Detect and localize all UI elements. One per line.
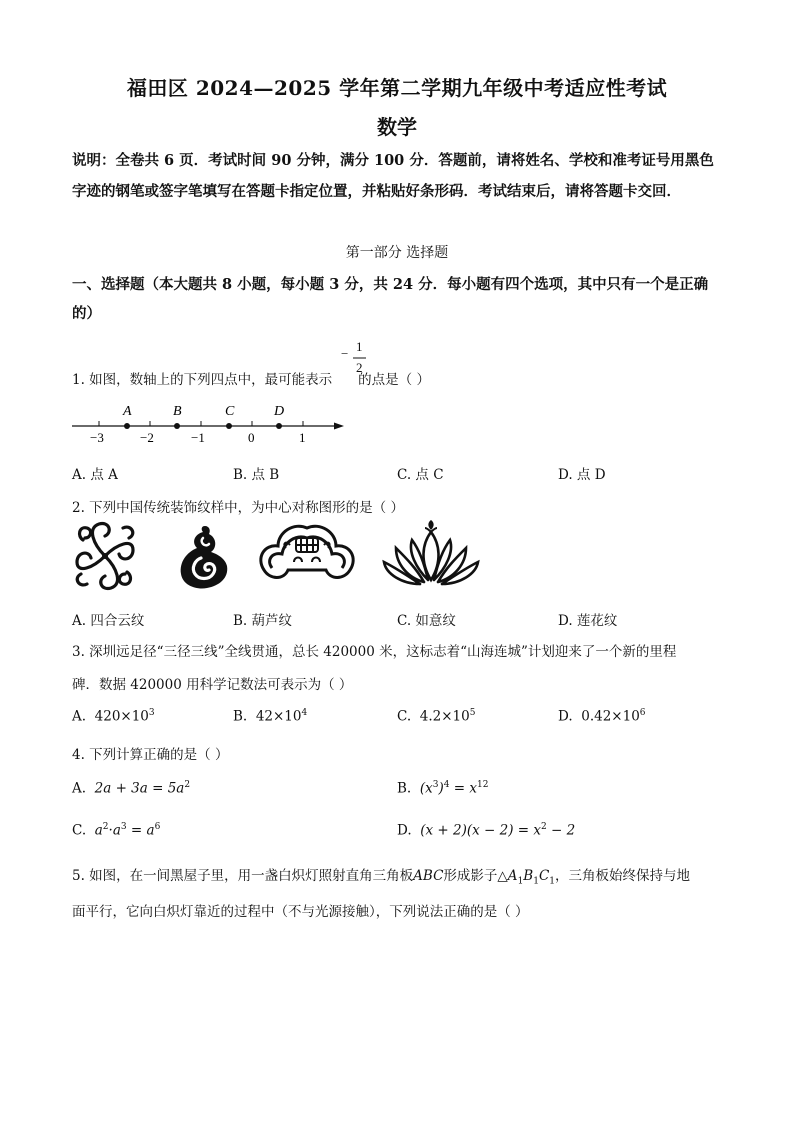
q4-option-b-exp3: 12 bbox=[476, 780, 489, 790]
question-3-line2: 碑．数据 420000 用科学记数法可表示为（ ） bbox=[72, 677, 353, 693]
q3-option-b-base: 42×10 bbox=[255, 708, 302, 725]
point-c-label: C bbox=[225, 404, 235, 419]
tick-label-neg3: −3 bbox=[90, 430, 104, 445]
q4-option-b[interactable] bbox=[397, 780, 488, 797]
q4-option-c-exp1: 2 bbox=[102, 822, 109, 832]
q5-sub-2: 1 bbox=[533, 876, 539, 887]
exam-title: 福田区 2024—2025 学年第二学期九年级中考适应性考试 bbox=[126, 76, 668, 100]
q1-option-d[interactable]: D. 点 D bbox=[558, 467, 606, 483]
q3-option-a-exp: 3 bbox=[148, 708, 155, 718]
q4-option-d[interactable] bbox=[397, 822, 575, 839]
point-b-label: B bbox=[173, 404, 182, 419]
q4-option-c-exp2: 3 bbox=[120, 822, 127, 832]
q5-tri-a: △A bbox=[497, 868, 518, 884]
q3-option-d-exp: 6 bbox=[639, 708, 646, 718]
q1-stem-before: 1. 如图，数轴上的下列四点中，最可能表示 bbox=[72, 372, 333, 388]
q4-option-c-exp3: 6 bbox=[154, 822, 161, 832]
q3-option-a-label: A. bbox=[72, 708, 87, 725]
question-2-stem: 2. 下列中国传统装饰纹样中，为中心对称图形的是（ ） bbox=[72, 500, 404, 516]
q4-option-c-a: a bbox=[94, 822, 103, 839]
q4-option-b-exp2: 4 bbox=[443, 780, 450, 790]
point-b-dot bbox=[174, 423, 180, 429]
q5-text-3: ，三角板始终保持与地 bbox=[555, 868, 691, 884]
q5-sub-3: 1 bbox=[549, 876, 556, 887]
q4-option-a-label: A. bbox=[72, 780, 87, 797]
q1-frac-denominator: 2 bbox=[356, 360, 363, 375]
tick-label-1: 1 bbox=[299, 430, 306, 445]
q4-option-c-eq: = a bbox=[126, 822, 155, 839]
number-line-figure bbox=[68, 400, 358, 450]
point-a-label: A bbox=[123, 404, 132, 419]
q3-option-c-base: 4.2×10 bbox=[419, 708, 470, 725]
point-a-dot bbox=[124, 423, 130, 429]
question-1-stem bbox=[72, 368, 430, 388]
q1-frac-sign: − bbox=[341, 346, 349, 361]
part-title: 第一部分 选择题 bbox=[345, 245, 449, 261]
q1-frac-bar bbox=[353, 357, 367, 359]
tick-label-neg1: −1 bbox=[191, 430, 205, 445]
q3-option-c[interactable] bbox=[397, 708, 475, 725]
q4-option-c-label: C. bbox=[72, 822, 87, 839]
q3-option-a[interactable] bbox=[72, 708, 155, 725]
q4-option-b-exp1: 3 bbox=[432, 780, 439, 790]
tick-label-neg2: −2 bbox=[140, 430, 154, 445]
section-title: 一、选择题（本大题共 8 小题，每小题 3 分，共 24 分．每小题有四个选项，其中只有一个是正确的） bbox=[72, 276, 709, 322]
q4-option-d-label: D. bbox=[397, 822, 412, 839]
q3-option-d-label: D. bbox=[558, 708, 573, 725]
q3-option-c-exp: 5 bbox=[469, 708, 476, 718]
q5-tri-b: B bbox=[523, 868, 534, 884]
gourd-pattern-icon bbox=[177, 522, 233, 592]
q4-option-b-close: ) bbox=[438, 780, 444, 797]
q4-option-b-eq: = x bbox=[449, 780, 477, 797]
q5-abc: ABC bbox=[413, 868, 444, 884]
q4-option-a-exp: 2 bbox=[184, 780, 191, 790]
q5-sub-1: 1 bbox=[517, 876, 524, 887]
q2-option-c[interactable]: C. 如意纹 bbox=[397, 613, 456, 629]
q5-text-2: 形成影子 bbox=[443, 868, 498, 884]
question-5-line2: 面平行，它向白炽灯靠近的过程中（不与光源接触），下列说法正确的是（ ） bbox=[72, 904, 529, 920]
q1-stem-after: 的点是（ ） bbox=[358, 372, 430, 388]
cloud-pattern-icon bbox=[73, 518, 137, 594]
exam-instructions: 说明：全卷共 6 页．考试时间 90 分钟，满分 100 分．答题前，请将姓名、学校和准考证号用黑色字迹的钢笔或签字笔填写在答题卡指定位置，并粘贴好条形码．考试结束后，请将答题卡交回． bbox=[72, 152, 714, 200]
q4-option-a-expr: 2a + 3a = 5a bbox=[94, 780, 185, 797]
question-3-line1: 3. 深圳远足径“三径三线”全线贯通，总长 420000 米，这标志着“山海连城”计划迎来了一个新的里程 bbox=[72, 644, 677, 660]
q4-option-d-expr: (x + 2)(x − 2) = x bbox=[420, 822, 542, 839]
q3-option-b-label: B. bbox=[233, 708, 248, 725]
q4-option-d-exp: 2 bbox=[541, 822, 547, 832]
number-line-arrow bbox=[334, 423, 344, 430]
point-d-dot bbox=[276, 423, 282, 429]
lotus-pattern-icon bbox=[382, 518, 480, 590]
q4-option-a[interactable] bbox=[72, 780, 190, 797]
q4-option-b-part1: (x bbox=[419, 780, 433, 797]
q3-option-b[interactable] bbox=[233, 708, 307, 725]
q2-option-b[interactable]: B. 葫芦纹 bbox=[233, 613, 293, 629]
question-5-line1 bbox=[72, 864, 732, 887]
q1-frac-numerator: 1 bbox=[356, 339, 363, 354]
q3-option-d[interactable] bbox=[558, 708, 646, 725]
q4-option-d-tail: − 2 bbox=[546, 822, 576, 839]
q4-option-c[interactable] bbox=[72, 822, 160, 839]
q3-option-d-base: 0.42×10 bbox=[581, 708, 640, 725]
q1-option-a[interactable]: A. 点 A bbox=[72, 467, 118, 483]
q5-tri-c: C bbox=[538, 868, 550, 884]
q3-option-a-base: 420×10 bbox=[94, 708, 149, 725]
point-c-dot bbox=[226, 423, 232, 429]
tick-label-0: 0 bbox=[248, 430, 255, 445]
point-d-label: D bbox=[274, 404, 285, 419]
q4-option-b-label: B. bbox=[397, 780, 412, 797]
q3-option-c-label: C. bbox=[397, 708, 412, 725]
q3-option-b-exp: 4 bbox=[301, 708, 308, 718]
q2-option-d[interactable]: D. 莲花纹 bbox=[558, 613, 618, 629]
q1-option-b[interactable]: B. 点 B bbox=[233, 467, 280, 483]
ruyi-pattern-icon bbox=[256, 518, 358, 588]
q1-option-c[interactable]: C. 点 C bbox=[397, 467, 444, 483]
question-4-stem: 4. 下列计算正确的是（ ） bbox=[72, 747, 229, 763]
q4-option-c-dot: ·a bbox=[108, 822, 121, 839]
q2-option-a[interactable]: A. 四合云纹 bbox=[72, 613, 145, 629]
q5-text-1: 5. 如图，在一间黑屋子里，用一盏白炽灯照射直角三角板 bbox=[72, 868, 414, 884]
subject-title: 数学 bbox=[377, 115, 417, 139]
